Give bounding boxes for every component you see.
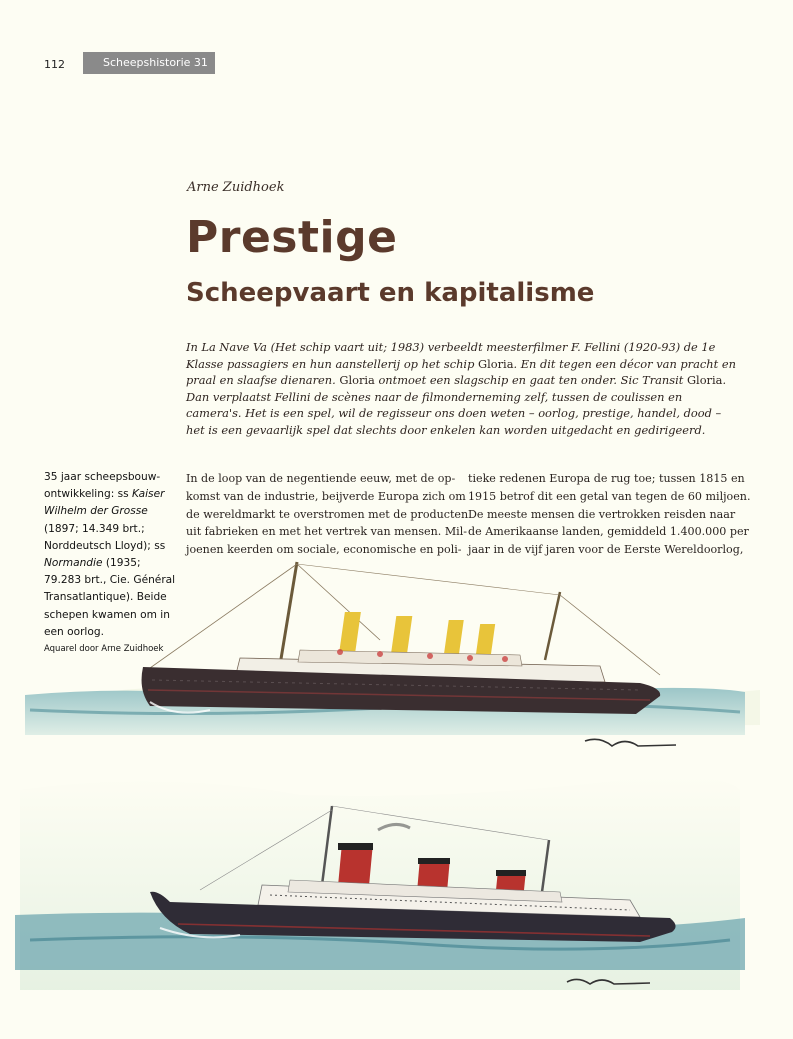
section-header: Scheepshistorie 31 bbox=[83, 52, 215, 74]
body-line: tieke redenen Europa de rug toe; tussen 1815 en bbox=[468, 472, 745, 485]
article-subtitle: Scheepvaart en kapitalisme bbox=[186, 278, 595, 308]
body-line: de Amerikaanse landen, gemiddeld 1.400.000 per bbox=[468, 525, 749, 539]
ship-name: Gloria bbox=[686, 373, 723, 387]
ship-name: Gloria bbox=[478, 356, 514, 371]
ship-normandie bbox=[15, 777, 745, 990]
article-title: Prestige bbox=[186, 212, 398, 263]
body-line: 1915 betrof dit een getal van tegen de 60 miljoen. bbox=[468, 489, 751, 503]
image-caption: 35 jaar scheepsbouw-ontwikkeling: ss Kaiser Wilhelm der Grosse (1897; 14.349 brt.; Norddeutsch Lloyd); ss Normandie (1935; 79.283 brt., Cie. Général Transatlantique). Beide schepen kwamen om in een oorlog. Aquarel door Arne Zuidhoek bbox=[44, 471, 176, 655]
image-credit: Aquarel door Arne Zuidhoek bbox=[44, 644, 164, 655]
ship-kaiser-wilhelm bbox=[25, 562, 760, 746]
author-name: Arne Zuidhoek bbox=[187, 180, 285, 195]
body-line: komst van de industrie, beijverde Europa zich om bbox=[186, 489, 466, 503]
body-line: jaar in de vijf jaren voor de Eerste Wereldoorlog, bbox=[468, 543, 744, 557]
intro-paragraph: In La Nave Va (Het schip vaart uit; 1983) verbeeldt meesterfilmer F. Fellini (1920-93) de 1e Klasse passagiers en hun aanstellerij op het schip Gloria. En dit tegen een décor van pracht en praal en slaafse dienaren. Gloria ontmoet een slagschip en gaat ten onder. Sic Transit Gloria. Dan verplaatst Fellini de scènes naar de filmonderneming zelf, tussen de coulissen en camera's. Het is een spel, wil de regisseur ons doen weten – oorlog, prestige, handel, dood – het is een gevaarlijk spel dat slechts door enkelen kan worden uitgedacht en gedirigeerd. bbox=[186, 340, 736, 437]
body-line: joenen keerden om sociale, economische en poli- bbox=[186, 543, 462, 557]
body-line: de wereldmarkt te overstromen met de producten bbox=[186, 507, 469, 521]
ship-name: Gloria bbox=[339, 373, 375, 387]
page-number: 112 bbox=[44, 58, 65, 71]
body-line: In de loop van de negentiende eeuw, met de op- bbox=[186, 472, 456, 485]
body-line: De meeste mensen die vertrokken reisden naar bbox=[468, 507, 736, 521]
body-line: uit fabrieken en met het vertrek van mensen. Mil- bbox=[186, 525, 468, 539]
ship-illustration bbox=[0, 540, 793, 1039]
